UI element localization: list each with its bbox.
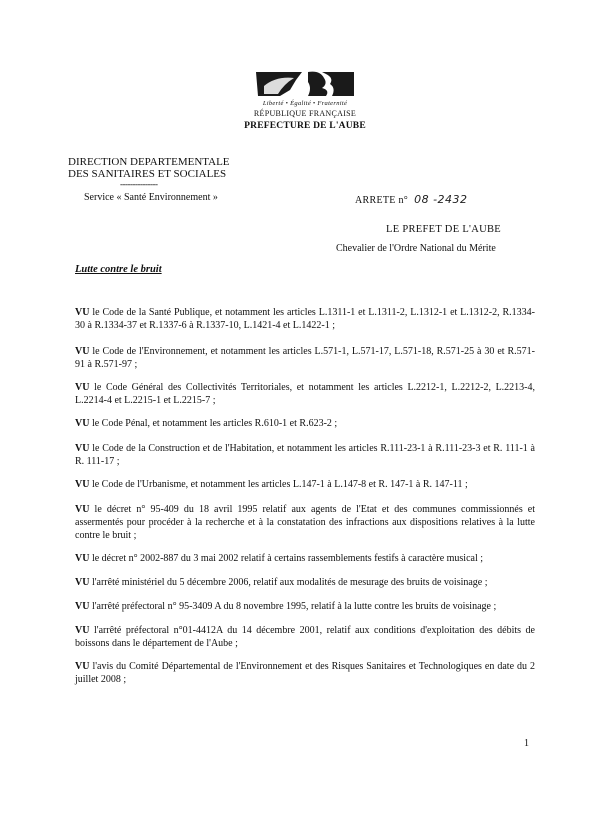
vu-paragraph (75, 600, 535, 613)
vu-text: le Code Général des Collectivités Territoriales, et notamment les articles L.2212-1, L.2212-2, L.2213-4, L.2214-4 et L.2215-1 et L.2215-7 ; (75, 382, 536, 406)
vu-text: l'avis du Comité Départemental de l'Environnement et des Risques Sanitaires et Technologiques en date du 2 juillet 2008 ; (75, 661, 535, 685)
vu-paragraph (75, 552, 535, 565)
vu-paragraph (75, 345, 535, 371)
vu-label: VU (75, 382, 90, 393)
republique-francaise: RÉPUBLIQUE FRANÇAISE (253, 109, 357, 118)
vu-text: le Code Pénal, et notamment les articles R.610-1 et R.623-2 ; (91, 418, 338, 429)
vu-text: le Code de l'Environnement, et notamment les articles L.571-1, L.571-17, L.571-18, R.571-25 à 30 et R.571-91 à R.571-97 ; (75, 346, 536, 370)
direction-line-2: DES SANITAIRES ET SOCIALES (68, 168, 227, 180)
marianne-logo (250, 68, 360, 98)
vu-paragraph (75, 576, 535, 589)
vu-label: VU (75, 504, 90, 515)
vu-paragraph (75, 478, 535, 491)
vu-label: VU (75, 418, 90, 429)
vu-text: l'arrêté préfectoral n° 95-3409 A du 8 novembre 1995, relatif à la lutte contre les bruits de voisinage ; (91, 601, 497, 612)
vu-text: le Code de la Santé Publique, et notamment les articles L.1311-1 et L.1311-2, L.1312-1 et L.1312-2, R.1334-30 à R.1334-37 et R.1337-6 à R.1337-10, L.1421-4 et L.1422-1 ; (75, 307, 536, 331)
vu-paragraph (75, 660, 535, 686)
republic-motto: Liberté • Égalité • Fraternité (262, 100, 348, 107)
vu-text: l'arrêté préfectoral n°01-4412A du 14 décembre 2001, relatif aux conditions d'exploitation des débits de boissons dans le département de l'Aube ; (75, 625, 536, 649)
direction-block (68, 156, 230, 180)
vu-text: le décret n° 2002-887 du 3 mai 2002 relatif à certains rassemblements festifs à caractère musical ; (91, 553, 484, 564)
vu-label: VU (75, 661, 90, 672)
vu-label: VU (75, 577, 90, 588)
vu-paragraph (75, 503, 535, 542)
vu-label: VU (75, 625, 90, 636)
prefecture-title: PREFECTURE DE L'AUBE (244, 121, 366, 131)
vu-text: l'arrêté ministériel du 5 décembre 2006, relatif aux modalités de mesurage des bruits de voisinage ; (91, 577, 488, 588)
arrete-label: ARRETE n° (355, 195, 409, 206)
separator: --------------- (120, 179, 158, 189)
subject-heading: Lutte contre le bruit (75, 264, 162, 275)
prefet-distinction: Chevalier de l'Ordre National du Mérite (336, 243, 496, 254)
vu-paragraph (75, 381, 535, 407)
vu-paragraph (75, 306, 535, 332)
arrete-reference (355, 193, 468, 206)
vu-text: le décret n° 95-409 du 18 avril 1995 relatif aux agents de l'Etat et des communes commissionnés et assermentés pour procéder à la recherche et à la constatation des infractions aux dispositions relatives à la lutte contre le bruit ; (75, 504, 536, 541)
vu-label: VU (75, 443, 90, 454)
vu-label: VU (75, 553, 90, 564)
page-number: 1 (524, 738, 529, 749)
vu-text: le Code de l'Urbanisme, et notamment les articles L.147-1 à L.147-8 et R. 147-1 à R. 147-11 ; (91, 479, 468, 490)
arrete-number: 08 -2432 (414, 193, 468, 206)
service-name: Service « Santé Environnement » (84, 192, 218, 203)
vu-paragraph (75, 417, 535, 430)
direction-line-1: DIRECTION DEPARTEMENTALE (68, 156, 230, 168)
vu-text: le Code de la Construction et de l'Habitation, et notamment les articles R.111-23-1 à R.111-23-3 et R. 111-1 à R. 111-17 ; (75, 443, 536, 467)
prefet-title: LE PREFET DE L'AUBE (386, 224, 502, 235)
vu-label: VU (75, 346, 90, 357)
vu-label: VU (75, 307, 90, 318)
vu-label: VU (75, 601, 90, 612)
vu-paragraph (75, 624, 535, 650)
vu-label: VU (75, 479, 90, 490)
vu-paragraph (75, 442, 535, 468)
